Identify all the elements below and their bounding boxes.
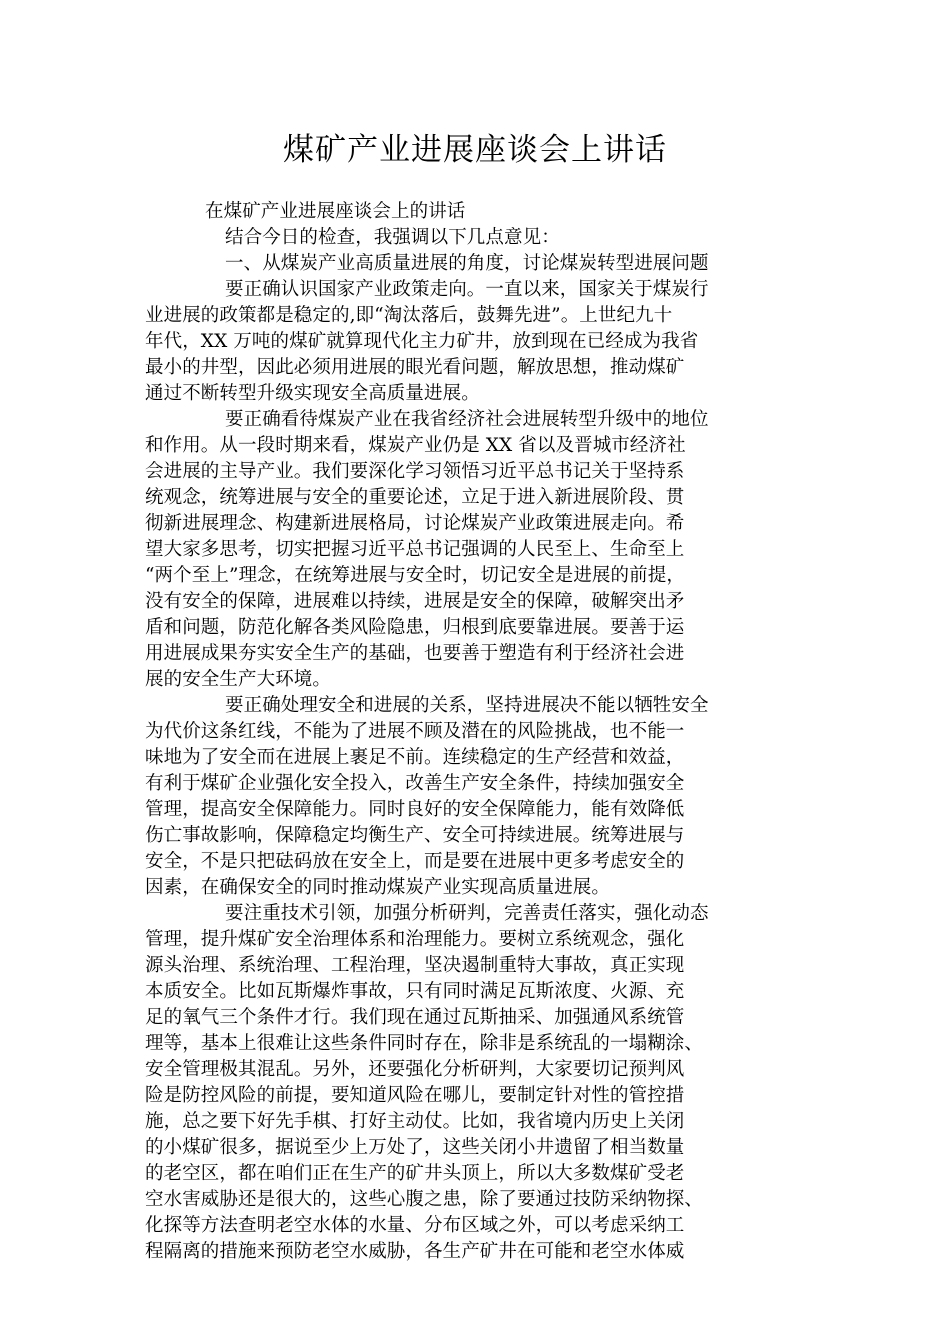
text-line: 没有安全的保障，进展难以持续，进展是安全的保障，破解突出矛 [145,591,685,612]
text-line: 安全管理极其混乱。另外，还要强化分析研判，大家要切记预判风 [145,1059,685,1080]
text-line: 会进展的主导产业。我们要深化学习领悟习近平总书记关于坚持系 [145,461,685,482]
text-line: 源头治理、系统治理、工程治理，坚决遏制重特大事故，真正实现 [145,955,685,976]
document-body [145,199,815,1265]
text-line: 化探等方法查明老空水体的水量、分布区域之外，可以考虑采纳工 [145,1215,685,1236]
document-title: 煤矿产业进展座谈会上讲话 [283,132,667,168]
text-line: 年代，XX 万吨的煤矿就算现代化主力矿井，放到现在已经成为我省 [145,331,699,352]
text-line: 最小的井型，因此必须用进展的眼光看问题，解放思想，推动煤矿 [145,357,685,378]
text-line: 有利于煤矿企业强化安全投入，改善生产安全条件，持续加强安全 [145,773,685,794]
text-line: 和作用。从一段时期来看，煤炭产业仍是 XX 省以及晋城市经济社 [145,435,686,456]
text-line: 结合今日的检查，我强调以下几点意见： [225,227,560,248]
text-line: 盾和问题，防范化解各类风险隐患，归根到底要靠进展。要善于运 [145,617,685,638]
text-line: 望大家多思考，切实把握习近平总书记强调的人民至上、生命至上 [145,539,685,560]
text-line: 因素，在确保安全的同时推动煤炭产业实现高质量进展。 [145,877,611,898]
text-line: 足的氧气三个条件才行。我们现在通过瓦斯抽采、加强通风系统管 [145,1007,685,1028]
text-line: 在煤矿产业进展座谈会上的讲话 [205,201,466,222]
text-line: 管理，提高安全保障能力。同时良好的安全保障能力，能有效降低 [145,799,685,820]
text-line: 业进展的政策都是稳定的,即“淘汰落后，鼓舞先进”。上世纪九十 [145,305,673,326]
text-line: 要正确看待煤炭产业在我省经济社会进展转型升级中的地位 [225,409,709,430]
text-line: 伤亡事故影响，保障稳定均衡生产、安全可持续进展。统筹进展与 [145,825,685,846]
text-line: “两个至上”理念，在统筹进展与安全时，切记安全是进展的前提， [145,565,685,586]
text-line: 的小煤矿很多，据说至少上万处了，这些关闭小井遗留了相当数量 [145,1137,685,1158]
text-line: 理等，基本上很难让这些条件同时存在，除非是系统乱的一塌糊涂、 [145,1033,704,1054]
text-line: 通过不断转型升级实现安全高质量进展。 [145,383,480,404]
text-line: 施，总之要下好先手棋、打好主动仗。比如，我省境内历史上关闭 [145,1111,685,1132]
text-line: 要正确处理安全和进展的关系，坚持进展决不能以牺牲安全 [225,695,709,716]
text-line: 空水害威胁还是很大的，这些心腹之患，除了要通过技防采纳物探、 [145,1189,704,1210]
text-line: 为代价这条红线，不能为了进展不顾及潜在的风险挑战，也不能一 [145,721,685,742]
text-line: 的老空区，都在咱们正在生产的矿井头顶上，所以大多数煤矿受老 [145,1163,685,1184]
text-line: 一、从煤炭产业高质量进展的角度，讨论煤炭转型进展问题 [225,253,709,274]
text-line: 险是防控风险的前提，要知道风险在哪儿，要制定针对性的管控措 [145,1085,685,1106]
text-line: 本质安全。比如瓦斯爆炸事故，只有同时满足瓦斯浓度、火源、充 [145,981,685,1002]
text-line: 彻新进展理念、构建新进展格局，讨论煤炭产业政策进展走向。希 [145,513,685,534]
text-line: 管理，提升煤矿安全治理体系和治理能力。要树立系统观念，强化 [145,929,685,950]
text-line: 程隔离的措施来预防老空水威胁，各生产矿井在可能和老空水体威 [145,1241,685,1262]
text-line: 统观念，统筹进展与安全的重要论述，立足于进入新进展阶段、贯 [145,487,685,508]
text-line: 要注重技术引领，加强分析研判，完善责任落实，强化动态 [225,903,709,924]
text-line: 用进展成果夯实安全生产的基础，也要善于塑造有利于经济社会进 [145,643,685,664]
text-line: 安全，不是只把砝码放在安全上，而是要在进展中更多考虑安全的 [145,851,685,872]
text-line: 味地为了安全而在进展上裹足不前。连续稳定的生产经营和效益， [145,747,685,768]
text-line: 要正确认识国家产业政策走向。一直以来，国家关于煤炭行 [225,279,709,300]
text-line: 展的安全生产大环境。 [145,669,332,690]
